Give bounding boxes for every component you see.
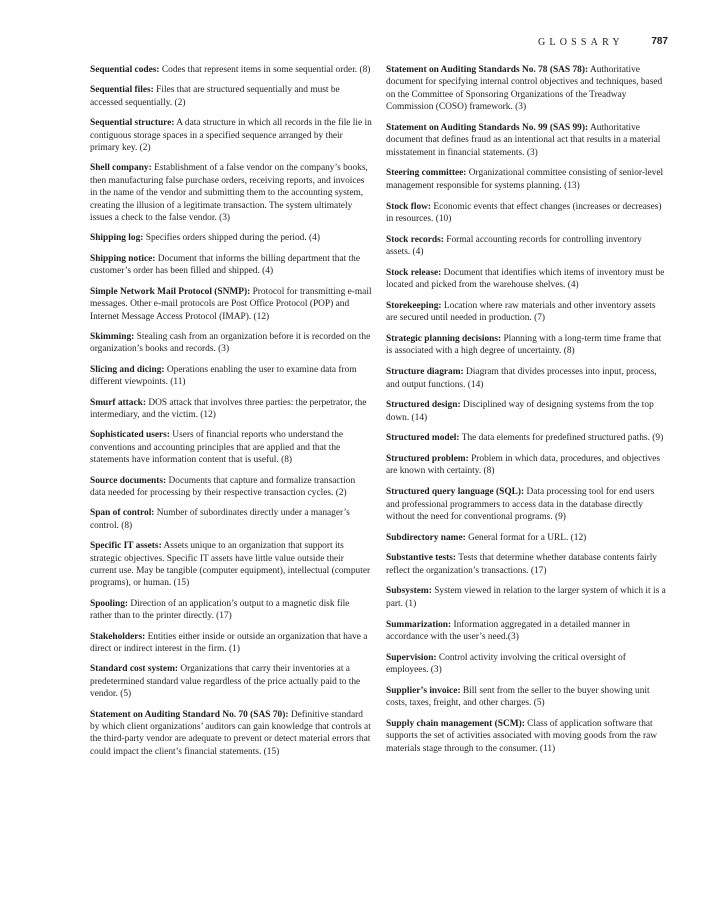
glossary-term: Statement on Auditing Standards No. 99 (SAS 99): bbox=[386, 122, 589, 133]
glossary-definition: Class of application software that supports the set of activities associated with moving goods from the raw materials stage through to the consumer. (11) bbox=[386, 718, 658, 754]
glossary-term: Stock records: bbox=[386, 234, 444, 245]
glossary-entry bbox=[90, 507, 372, 532]
glossary-term: Stock release: bbox=[386, 267, 442, 278]
left-column bbox=[90, 64, 372, 766]
glossary-term: Specific IT assets: bbox=[90, 541, 162, 552]
glossary-entry bbox=[386, 122, 668, 159]
glossary-entry bbox=[90, 286, 372, 323]
glossary-entry bbox=[386, 167, 668, 192]
glossary-definition: Definitive standard by which client organizations’ auditors can gain knowledge that controls at the third-party vendor are adequate to prevent or detect material errors that could impact the client’s financial statements. (15) bbox=[90, 709, 371, 757]
glossary-definition: Establishment of a false vendor on the company’s books, then manufacturing false purchase orders, receiving reports, and invoices in the name of the vendor and submitting them to the accounting system, creating the illusion of a legitimate transaction. The system ultimately issues a check to the false vendor. (3) bbox=[90, 163, 368, 224]
glossary-definition: Tests that determine whether database contents fairly reflect the organization’s transactions. (17) bbox=[386, 553, 657, 576]
glossary-entry bbox=[386, 585, 668, 610]
glossary-definition: Formal accounting records for controlling inventory assets. (4) bbox=[386, 234, 642, 258]
glossary-entry bbox=[90, 364, 372, 389]
glossary-definition: Organizational committee consisting of senior-level management responsible for systems planning. (13) bbox=[386, 168, 664, 191]
glossary-definition: Location where raw materials and other inventory assets are secured until needed in production. (7) bbox=[386, 300, 656, 324]
glossary-definition: Operations enabling the user to examine data from different viewpoints. (11) bbox=[90, 364, 357, 388]
glossary-entry bbox=[386, 399, 668, 424]
glossary-entry bbox=[386, 619, 668, 644]
glossary-entry bbox=[386, 234, 668, 259]
glossary-definition: Documents that capture and formalize transaction data needed for processing by their respective transaction cycles. (2) bbox=[90, 475, 356, 498]
glossary-definition: System viewed in relation to the larger system of which it is a part. (1) bbox=[386, 586, 666, 609]
glossary-definition: The data elements for predefined structured paths. (9) bbox=[461, 433, 664, 444]
glossary-definition: Bill sent from the seller to the buyer showing unit costs, taxes, freight, and other charges. (5) bbox=[386, 685, 650, 709]
glossary-term: Statement on Auditing Standard No. 70 (SAS 70): bbox=[90, 709, 289, 720]
glossary-term: Shell company: bbox=[90, 163, 152, 174]
glossary-term: Shipping notice: bbox=[90, 253, 156, 264]
glossary-term: Simple Network Mail Protocol (SNMP): bbox=[90, 286, 251, 297]
glossary-term: Stock flow: bbox=[386, 201, 432, 212]
glossary-term: Statement on Auditing Standards No. 78 (SAS 78): bbox=[386, 65, 589, 75]
glossary-definition: Direction of an application’s output to a magnetic disk file rather than to the printer directly. (17) bbox=[90, 598, 350, 622]
glossary-entry bbox=[90, 429, 372, 466]
glossary-entry bbox=[386, 652, 668, 677]
glossary-entry bbox=[90, 253, 372, 278]
glossary-term: Summarization: bbox=[386, 619, 452, 630]
glossary-term: Structured problem: bbox=[386, 454, 469, 465]
glossary-entry bbox=[90, 117, 372, 154]
glossary-term: Structured model: bbox=[386, 433, 460, 444]
glossary-entry bbox=[386, 552, 668, 577]
section-title: GLOSSARY bbox=[538, 37, 624, 48]
glossary-term: Sophisticated users: bbox=[90, 430, 170, 441]
glossary-term: Smurf attack: bbox=[90, 397, 146, 408]
glossary-definition: Entities either inside or outside an organization that have a direct or indirect interest in the firm. (1) bbox=[90, 631, 368, 655]
glossary-entry bbox=[386, 366, 668, 391]
glossary-entry bbox=[386, 532, 668, 544]
glossary-entry bbox=[386, 685, 668, 710]
glossary-term: Standard cost system: bbox=[90, 664, 179, 675]
glossary-definition: Disciplined way of designing systems from the top down. (14) bbox=[386, 400, 654, 423]
glossary-definition: Problem in which data, procedures, and objectives are known with certainty. (8) bbox=[386, 454, 661, 477]
glossary-term: Stakeholders: bbox=[90, 631, 146, 642]
glossary-term: Subsystem: bbox=[386, 586, 432, 597]
glossary-entry bbox=[386, 718, 668, 755]
glossary-term: Source documents: bbox=[90, 475, 167, 486]
glossary-term: Supply chain management (SCM): bbox=[386, 718, 525, 729]
glossary-definition: Specifies orders shipped during the period. (4) bbox=[145, 233, 320, 244]
glossary-term: Substantive tests: bbox=[386, 553, 457, 564]
glossary-term: Span of control: bbox=[90, 508, 155, 519]
glossary-term: Supervision: bbox=[386, 652, 437, 663]
glossary-definition: Assets unique to an organization that support its strategic objectives. Specific IT assets have little value outside their current use. May be tangible (computer equipment), intellectual (computer programs), or human. (15) bbox=[90, 541, 371, 589]
glossary-definition: Files that are structured sequentially and must be accessed sequentially. (2) bbox=[90, 85, 340, 108]
glossary-term: Sequential codes: bbox=[90, 65, 160, 75]
glossary-entry bbox=[90, 232, 372, 244]
glossary-entry bbox=[90, 598, 372, 623]
glossary-definition: Stealing cash from an organization before it is recorded on the organization’s books and records. (3) bbox=[90, 331, 371, 355]
glossary-entry bbox=[386, 64, 668, 114]
glossary-definition: Codes that represent items in some sequential order. (8) bbox=[161, 65, 371, 75]
glossary-entry bbox=[386, 486, 668, 523]
glossary-entry bbox=[90, 631, 372, 656]
glossary-entry bbox=[90, 475, 372, 500]
glossary-term: Sequential structure: bbox=[90, 118, 175, 129]
glossary-entry bbox=[386, 432, 668, 444]
glossary-definition: General format for a URL. (12) bbox=[468, 532, 587, 543]
glossary-entry bbox=[90, 331, 372, 356]
glossary-term: Skimming: bbox=[90, 331, 135, 342]
glossary-term: Structure diagram: bbox=[386, 367, 464, 378]
glossary-definition: DOS attack that involves three parties: the perpetrator, the intermediary, and the victim. (12) bbox=[90, 397, 367, 420]
glossary-definition: Protocol for transmitting e-mail messages. Other e-mail protocols are Post Office Protocol (POP) and Internet Message Access Protocol (IMAP). (12) bbox=[90, 286, 372, 322]
glossary-definition: Planning with a long-term time frame that is associated with a high degree of uncertainty. (8) bbox=[386, 333, 662, 357]
glossary-definition: Authoritative document for specifying internal control objectives and techniques, based on the Committee of Sponsoring Organizations of the Treadway Commission (COSO) framework. (3) bbox=[386, 65, 663, 113]
page-number: 787 bbox=[651, 36, 668, 47]
glossary-term: Strategic planning decisions: bbox=[386, 333, 502, 344]
glossary-entry bbox=[386, 333, 668, 358]
glossary-entry bbox=[386, 300, 668, 325]
glossary-term: Structured query language (SQL): bbox=[386, 487, 525, 498]
glossary-term: Slicing and dicing: bbox=[90, 364, 165, 375]
glossary-entry bbox=[90, 540, 372, 590]
glossary-definition: Document that identifies which items of inventory must be located and picked from the warehouse shelves. (4) bbox=[386, 267, 665, 291]
glossary-entry bbox=[90, 663, 372, 700]
glossary-term: Spooling: bbox=[90, 598, 129, 609]
glossary-term: Steering committee: bbox=[386, 168, 467, 179]
glossary-definition: Number of subordinates directly under a manager’s control. (8) bbox=[90, 508, 350, 531]
glossary-definition: A data structure in which all records in the file lie in contiguous storage spaces in a specified sequence arranged by their primary key. (2) bbox=[90, 118, 372, 154]
right-column bbox=[386, 64, 668, 763]
glossary-term: Supplier’s invoice: bbox=[386, 685, 461, 696]
glossary-term: Structured design: bbox=[386, 400, 461, 411]
glossary-definition: Information aggregated in a detailed manner in accordance with the user’s need.(3) bbox=[386, 619, 630, 642]
glossary-definition: Organizations that carry their inventories at a predetermined standard value regardless of the price actually paid to the vendor. (5) bbox=[90, 664, 361, 700]
glossary-definition: Diagram that divides processes into input, process, and output functions. (14) bbox=[386, 367, 657, 390]
glossary-definition: Authoritative document that defines fraud as an intentional act that results in a material misstatement in financial statements. (3) bbox=[386, 122, 661, 158]
glossary-definition: Control activity involving the critical oversight of employees. (3) bbox=[386, 652, 626, 676]
glossary-term: Sequential files: bbox=[90, 85, 154, 96]
glossary-entry bbox=[90, 709, 372, 759]
glossary-term: Subdirectory name: bbox=[386, 532, 466, 543]
running-header bbox=[538, 36, 668, 50]
glossary-entry bbox=[90, 84, 372, 109]
glossary-entry bbox=[386, 201, 668, 226]
glossary-entry bbox=[90, 162, 372, 224]
glossary-term: Storekeeping: bbox=[386, 300, 442, 311]
glossary-term: Shipping log: bbox=[90, 233, 144, 244]
glossary-definition: Users of financial reports who understand the conventions and accounting principles that are applied and that the statements have information content that is useful. (8) bbox=[90, 430, 344, 466]
glossary-entry bbox=[90, 64, 372, 76]
glossary-entry bbox=[386, 453, 668, 478]
glossary-definition: Data processing tool for end users and professional programmers to access data in the database directly without the need for conventional programs. (9) bbox=[386, 487, 655, 522]
glossary-definition: Economic events that effect changes (increases or decreases) in resources. (10) bbox=[386, 201, 662, 224]
glossary-definition: Document that informs the billing department that the customer’s order has been filled and shipped. (4) bbox=[90, 253, 361, 277]
glossary-entry bbox=[90, 397, 372, 422]
glossary-entry bbox=[386, 267, 668, 292]
